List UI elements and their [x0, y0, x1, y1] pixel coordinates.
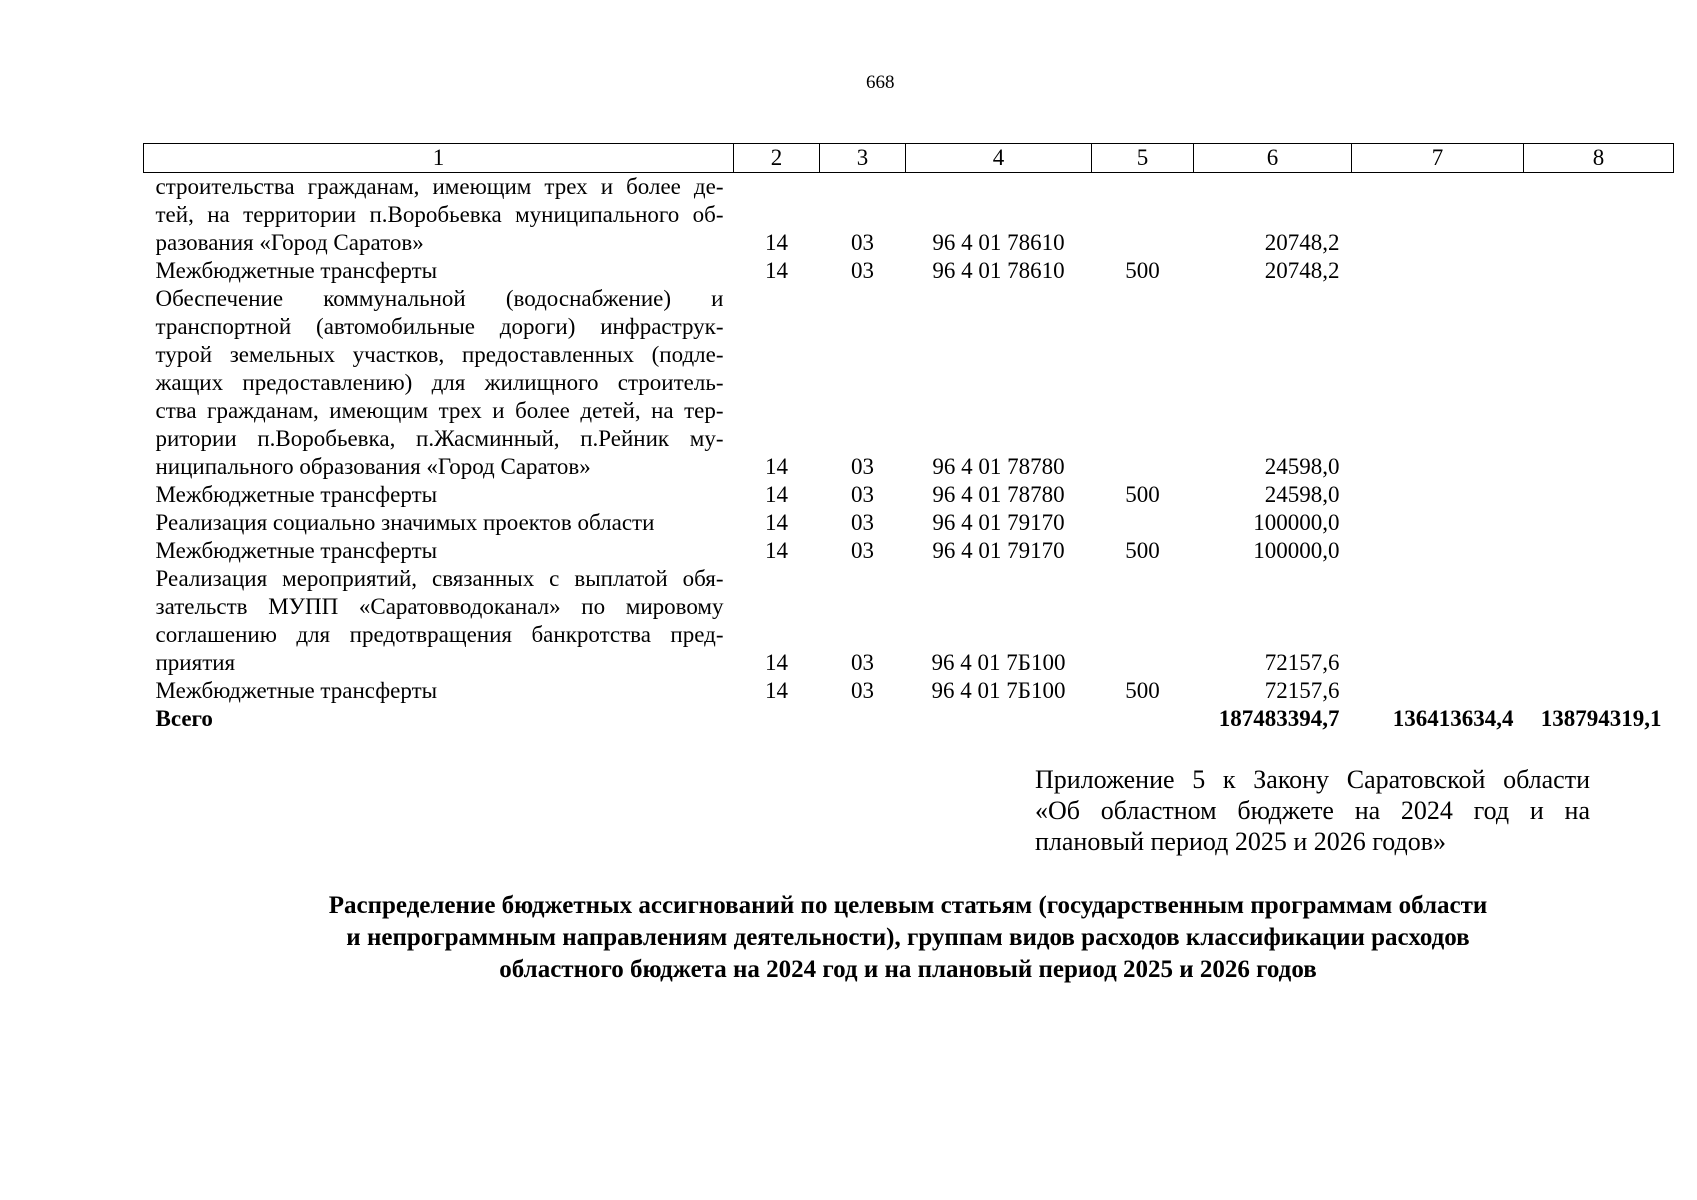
amount-2026-cell	[1524, 537, 1674, 565]
target-article-cell: 96 4 01 78610	[932, 230, 1065, 255]
table-row	[144, 565, 1674, 677]
section-cell: 14	[765, 230, 788, 255]
row-name-line: строительства гражданам, имеющим трех и более де-	[155, 174, 724, 199]
section-cell: 14	[765, 678, 788, 703]
table-row	[144, 677, 1674, 705]
subsection-cell: 03	[851, 482, 874, 507]
amount-2025-cell	[1352, 173, 1524, 258]
table-row	[144, 285, 1674, 481]
total-row	[144, 705, 1674, 733]
total-2024: 187483394,7	[1218, 706, 1340, 731]
appendix-line-2: «Об областном бюджете на 2024 год и на	[1035, 796, 1590, 825]
amount-2026-cell	[1524, 677, 1674, 705]
target-article-cell: 96 4 01 78780	[932, 454, 1065, 479]
header-cell-8: 8	[1524, 144, 1674, 173]
table-row	[144, 257, 1674, 285]
header-cell-1: 1	[144, 144, 734, 173]
row-name-line: зательств МУПП «Саратовводоканал» по мировому	[155, 594, 724, 619]
section-cell: 14	[765, 650, 788, 675]
total-2025: 136413634,4	[1392, 706, 1514, 731]
row-name-cell	[144, 257, 734, 285]
expense-type-cell: 500	[1125, 678, 1160, 703]
total-empty-2	[734, 705, 820, 733]
header-cell-5: 5	[1092, 144, 1194, 173]
table-row	[144, 481, 1674, 509]
row-name-line: Реализация социально значимых проектов области	[155, 510, 655, 535]
row-name-cell	[144, 537, 734, 565]
expense-type-cell: 500	[1125, 258, 1160, 283]
total-empty-5	[1092, 705, 1194, 733]
row-name-line: разования «Город Саратов»	[155, 230, 424, 255]
amount-2024-cell: 24598,0	[1264, 454, 1340, 479]
subsection-cell: 03	[851, 538, 874, 563]
subsection-cell: 03	[851, 258, 874, 283]
header-cell-3: 3	[820, 144, 906, 173]
subsection-cell: 03	[851, 230, 874, 255]
expense-type-cell	[1092, 565, 1194, 677]
amount-2025-cell	[1352, 257, 1524, 285]
table-header-row	[144, 144, 1674, 173]
amount-2025-cell	[1352, 481, 1524, 509]
total-empty-3	[820, 705, 906, 733]
row-name-line: ниципального образования «Город Саратов»	[155, 454, 591, 479]
amount-2024-cell: 100000,0	[1253, 538, 1340, 563]
row-name-line: ритории п.Воробьевка, п.Жасминный, п.Рейник му-	[155, 426, 724, 451]
title-line-3: областного бюджета на 2024 год и на плановый период 2025 и 2026 годов	[499, 956, 1317, 983]
target-article-cell: 96 4 01 79170	[932, 510, 1065, 535]
total-2026: 138794319,1	[1540, 706, 1662, 731]
title-line-1: Распределение бюджетных ассигнований по целевым статьям (государственным программам области	[328, 892, 1488, 919]
amount-2024-cell: 72157,6	[1264, 650, 1340, 675]
amount-2024-cell: 20748,2	[1264, 230, 1340, 255]
subsection-cell: 03	[851, 678, 874, 703]
section-cell: 14	[765, 482, 788, 507]
header-cell-4: 4	[906, 144, 1092, 173]
table-row	[144, 537, 1674, 565]
section-cell: 14	[765, 538, 788, 563]
target-article-cell: 96 4 01 78780	[932, 482, 1065, 507]
row-name-line: турой земельных участков, предоставленных (подле-	[155, 342, 724, 367]
page-number: 668	[866, 72, 895, 93]
section-cell: 14	[765, 258, 788, 283]
total-empty-4	[906, 705, 1092, 733]
expense-type-cell: 500	[1125, 538, 1160, 563]
row-name-line: Обеспечение коммунальной (водоснабжение) и	[155, 286, 724, 311]
amount-2024-cell: 100000,0	[1253, 510, 1340, 535]
row-name-cell	[144, 677, 734, 705]
row-name-line: тей, на территории п.Воробьевка муниципального об-	[155, 202, 724, 227]
row-name-cell	[144, 565, 734, 677]
amount-2026-cell	[1524, 257, 1674, 285]
appendix-line-1: Приложение 5 к Закону Саратовской области	[1035, 765, 1590, 794]
section-cell: 14	[765, 454, 788, 479]
row-name-line: Межбюджетные трансферты	[155, 538, 438, 563]
subsection-cell: 03	[851, 454, 874, 479]
amount-2024-cell: 24598,0	[1264, 482, 1340, 507]
amount-2026-cell	[1524, 173, 1674, 258]
row-name-line: Межбюджетные трансферты	[155, 258, 438, 283]
expense-type-cell: 500	[1125, 482, 1160, 507]
subsection-cell: 03	[851, 650, 874, 675]
row-name-cell	[144, 481, 734, 509]
expense-type-cell	[1092, 285, 1194, 481]
amount-2024-cell: 20748,2	[1264, 258, 1340, 283]
amount-2025-cell	[1352, 285, 1524, 481]
expense-type-cell	[1092, 173, 1194, 258]
amount-2025-cell	[1352, 509, 1524, 537]
appendix-line-3: плановый период 2025 и 2026 годов»	[1035, 827, 1447, 856]
expense-type-cell	[1092, 509, 1194, 537]
amount-2026-cell	[1524, 565, 1674, 677]
amount-2026-cell	[1524, 481, 1674, 509]
appendix-note	[1035, 764, 1590, 857]
table-body	[144, 173, 1674, 734]
table-row	[144, 509, 1674, 537]
row-name-cell	[144, 509, 734, 537]
row-name-line: Межбюджетные трансферты	[155, 678, 438, 703]
target-article-cell: 96 4 01 7Б100	[931, 678, 1066, 703]
header-cell-2: 2	[734, 144, 820, 173]
amount-2025-cell	[1352, 565, 1524, 677]
row-name-line: ства гражданам, имеющим трех и более детей, на тер-	[155, 398, 724, 423]
header-cell-6: 6	[1194, 144, 1352, 173]
target-article-cell: 96 4 01 78610	[932, 258, 1065, 283]
target-article-cell: 96 4 01 79170	[932, 538, 1065, 563]
amount-2026-cell	[1524, 509, 1674, 537]
row-name-line: Межбюджетные трансферты	[155, 482, 438, 507]
row-name-line: приятия	[155, 650, 236, 675]
total-label: Всего	[155, 706, 213, 731]
document-title	[143, 890, 1673, 986]
row-name-line: транспортной (автомобильные дороги) инфраструк-	[155, 314, 724, 339]
amount-2024-cell: 72157,6	[1264, 678, 1340, 703]
row-name-line: соглашению для предотвращения банкротства пред-	[155, 622, 724, 647]
table-row	[144, 173, 1674, 258]
section-cell: 14	[765, 510, 788, 535]
row-name-line: жащих предоставлению) для жилищного строитель-	[155, 370, 724, 395]
subsection-cell: 03	[851, 510, 874, 535]
row-name-cell	[144, 173, 734, 258]
header-cell-7: 7	[1352, 144, 1524, 173]
title-line-2: и непрограммным направлениям деятельности), группам видов расходов классификации расходов	[346, 924, 1470, 951]
amount-2026-cell	[1524, 285, 1674, 481]
amount-2025-cell	[1352, 677, 1524, 705]
amount-2025-cell	[1352, 537, 1524, 565]
row-name-cell	[144, 285, 734, 481]
row-name-line: Реализация мероприятий, связанных с выплатой обя-	[155, 566, 724, 591]
target-article-cell: 96 4 01 7Б100	[931, 650, 1066, 675]
budget-table	[143, 143, 1674, 733]
